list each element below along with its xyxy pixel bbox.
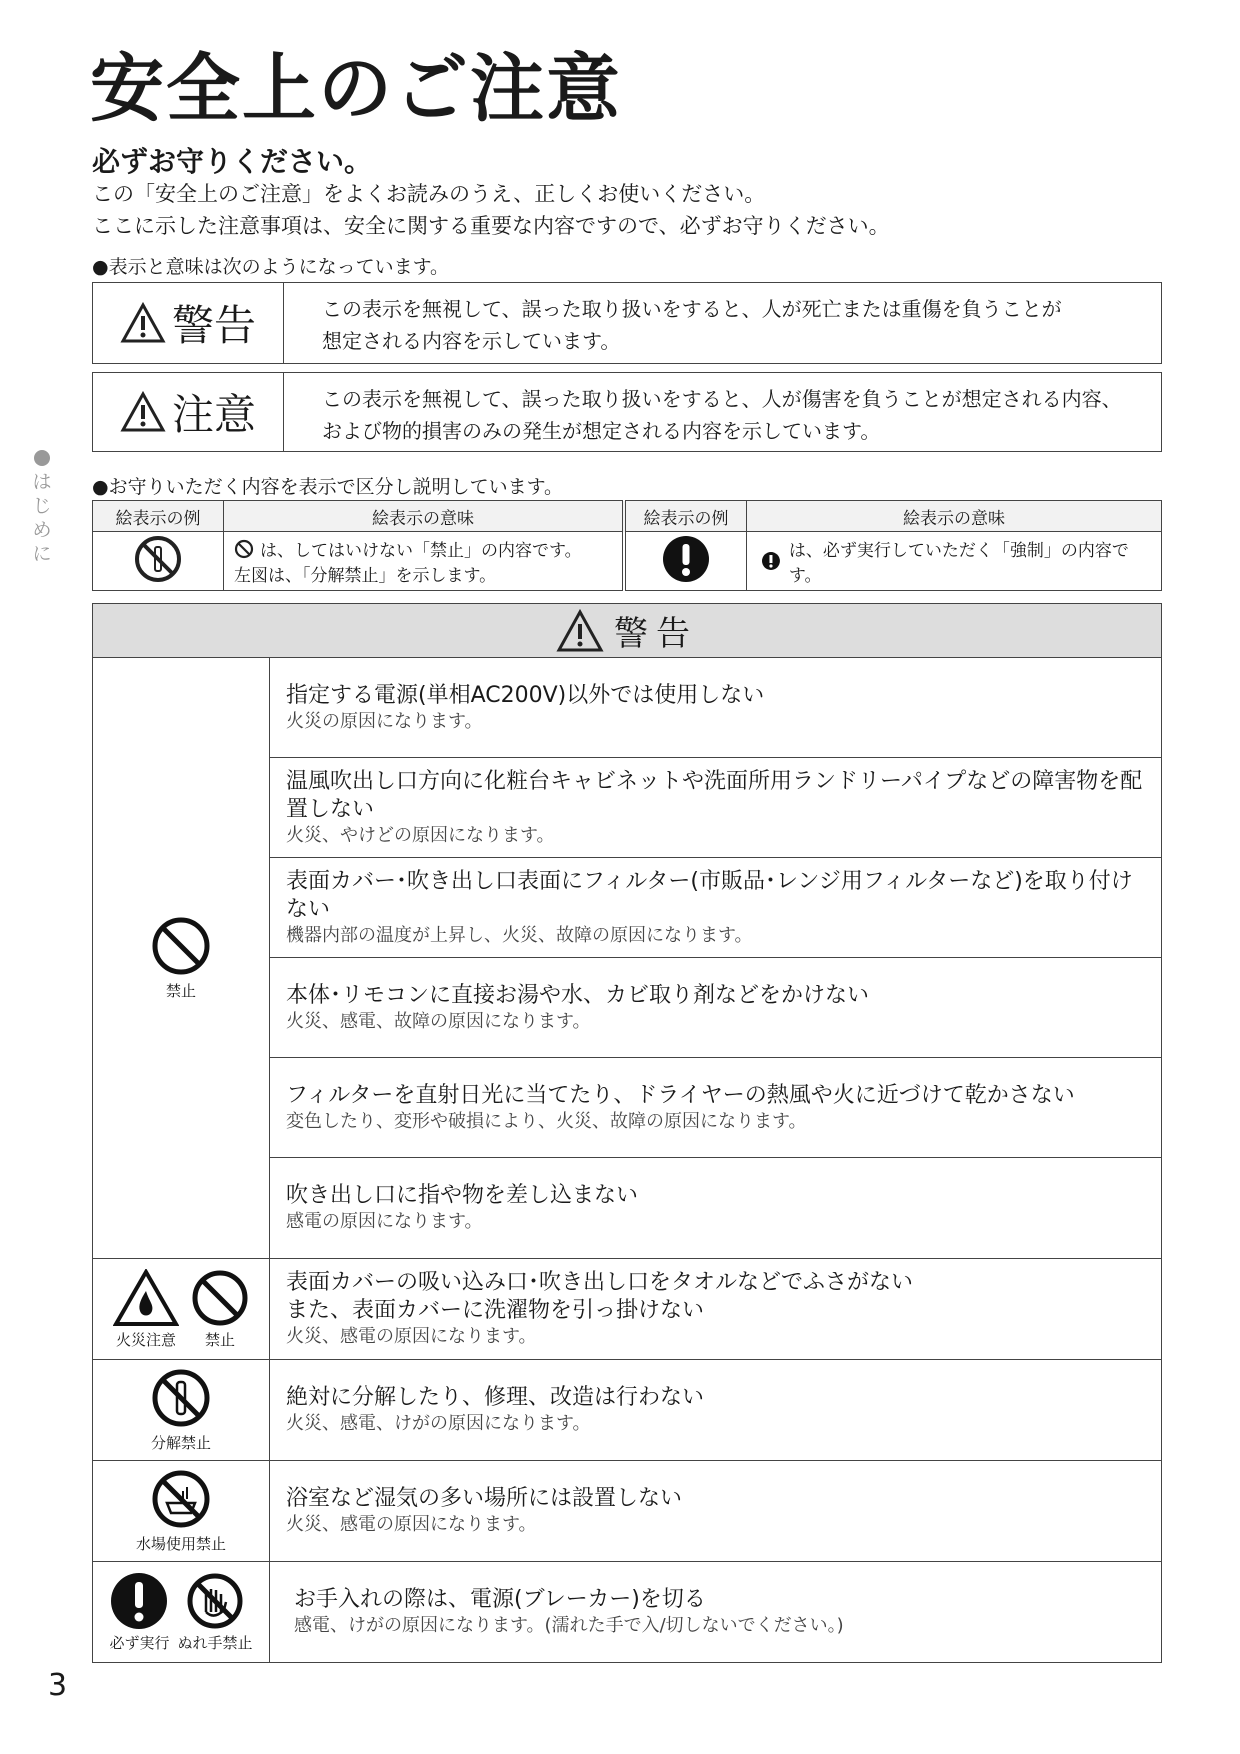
warning-row-main: 表面カバーの吸い込み口･吹き出し口をタオルなどでふさがない また、表面カバーに洗濯物を引っ掛けない [286, 1270, 914, 1323]
severity-caution-desc-line-2: および物的損害のみの発生が想定される内容を示しています。 [322, 419, 881, 443]
warning-row-main: フィルターを直射日光に当てたり、ドライヤーの熱風や火に近づけて乾かさない [286, 1082, 1075, 1108]
warning-row-main: 本体･リモコンに直接お湯や水、カビ取り剤などをかけない [286, 982, 870, 1008]
no-wet-hands-icon [186, 1572, 244, 1630]
no-wet-area-icon [151, 1469, 211, 1529]
severity-caution-label [93, 373, 284, 451]
severity-warning-label [93, 283, 284, 363]
mandatory-action-icon [662, 535, 710, 583]
severity-caution-desc [284, 373, 1161, 451]
prohibited-icon [191, 1269, 249, 1327]
legend-prohibit-meaning [224, 532, 625, 591]
warning-row-sub: 火災、感電の原因になります。 [286, 1514, 537, 1535]
warning-group-prohibited [93, 658, 1161, 1259]
warning-row-main: お手入れの際は、電源(ブレーカー)を切る [294, 1587, 706, 1612]
no-disassembly-icon [134, 535, 182, 583]
warning-row [270, 1562, 1161, 1662]
legend-header-example-2: 絵表示の例 [624, 501, 747, 532]
no-disassembly-icon [151, 1368, 211, 1428]
intro-line-1: この「安全上のご注意」をよくお読みのうえ、正しくお使いください。 [92, 182, 766, 206]
legend-prohibit-example [93, 532, 224, 591]
warning-group-water [93, 1461, 1161, 1562]
mandatory-small-icon [761, 551, 781, 571]
warning-group-icon-cell [93, 658, 270, 1258]
warning-row-sub: 感電の原因になります。 [286, 1211, 483, 1232]
warning-row-main: 吹き出し口に指や物を差し込まない [286, 1183, 639, 1208]
legend-mandatory-text: は、必ず実行していただく「強制」の内容です。 [788, 541, 1129, 586]
warning-table-title: 警告 [614, 614, 698, 654]
intro-line-2: ここに示した注意事項は、安全に関する重要な内容ですので、必ずお守りください。 [92, 214, 890, 238]
warning-group-fire [93, 1259, 1161, 1360]
severity-caution-desc-line-1: この表示を無視して、誤った取り扱いをすると、人が傷害を負うことが想定される内容、 [322, 387, 1122, 411]
prohibit-small-icon [234, 539, 254, 559]
sidebar-label [32, 470, 51, 566]
warning-row-main: 浴室など湿気の多い場所には設置しない [286, 1486, 683, 1511]
warning-row [270, 758, 1161, 858]
fire-caution-caption: 火災注意 [115, 1330, 176, 1349]
section-bullet-2: ●お守りいただく内容を表示で区分し説明しています。 [92, 476, 564, 498]
mandatory-caption: 必ず実行 [109, 1633, 170, 1652]
legend-prohibit-line-1: は、してはいけない「禁止」の内容です。 [260, 541, 582, 561]
warning-row [270, 1058, 1161, 1158]
warning-triangle-icon [120, 302, 166, 344]
legend-mandatory-meaning [747, 532, 1162, 591]
warning-row [270, 658, 1161, 758]
severity-caution-text: 注意 [171, 390, 256, 439]
warning-row-sub: 火災の原因になります。 [286, 710, 483, 732]
no-wet-hands-caption: ぬれ手禁止 [177, 1633, 253, 1652]
warning-row-sub: 変色したり、変形や破損により、火災、故障の原因になります。 [286, 1110, 807, 1132]
warning-row-main: 絶対に分解したり、修理、改造は行わない [286, 1385, 705, 1410]
warning-row-main: 指定する電源(単相AC200V)以外では使用しない [286, 682, 765, 708]
section-bullet-1: ●表示と意味は次のようになっています。 [92, 256, 450, 278]
warning-row [270, 1259, 1161, 1359]
page-number: 3 [48, 1668, 68, 1703]
sidebar-section-tab [32, 450, 52, 566]
warning-table [92, 603, 1162, 1663]
mandatory-action-icon [110, 1572, 168, 1630]
legend-header-meaning-2: 絵表示の意味 [747, 501, 1162, 532]
page-subtitle: 必ずお守りください。 [92, 145, 373, 178]
legend-mandatory-example [624, 532, 747, 591]
severity-warning-desc [284, 283, 1161, 363]
prohibited-icon [151, 916, 211, 976]
warning-row-sub: 火災、やけどの原因になります。 [286, 824, 555, 846]
fire-caution-icon [113, 1269, 179, 1327]
warning-row-main: 表面カバー･吹き出し口表面にフィルター(市販品･レンジ用フィルターなど)を取り付けない [286, 868, 1133, 922]
warning-row-sub: 火災、感電、けがの原因になります。 [286, 1413, 591, 1434]
warning-group-disassembly [93, 1360, 1161, 1461]
warning-table-header [93, 604, 1161, 658]
warning-group-icon-cell [93, 1259, 270, 1359]
warning-row-sub: 機器内部の温度が上昇し、火災、故障の原因になります。 [286, 924, 753, 946]
warning-row [270, 858, 1161, 958]
sidebar-dot-icon [34, 450, 50, 466]
warning-row-sub: 感電、けがの原因になります。(濡れた手で入/切しないでください。) [294, 1615, 844, 1636]
page-title: 安全上のご注意 [90, 46, 622, 132]
warning-group-maintenance [93, 1562, 1161, 1662]
warning-row [270, 1360, 1161, 1460]
warning-row [270, 958, 1161, 1058]
caution-triangle-icon [120, 391, 166, 433]
warning-row [270, 1158, 1161, 1258]
severity-warning-desc-line-2: 想定される内容を示しています。 [322, 329, 621, 353]
legend-header-example: 絵表示の例 [93, 501, 224, 532]
legend-header-meaning: 絵表示の意味 [224, 501, 625, 532]
warning-row-main: 温風吹出し口方向に化粧台キャビネットや洗面所用ランドリーパイプなどの障害物を配置しない [286, 768, 1143, 822]
warning-group-icon-cell [93, 1360, 270, 1460]
symbol-legend-table [92, 500, 1162, 591]
severity-warning-box [92, 282, 1162, 364]
severity-warning-desc-line-1: この表示を無視して、誤った取り扱いをすると、人が死亡または重傷を負うことが [322, 297, 1062, 321]
severity-caution-box [92, 372, 1162, 452]
warning-row-sub: 火災、感電の原因になります。 [286, 1326, 537, 1347]
severity-warning-text: 警告 [171, 301, 256, 350]
warning-row [270, 1461, 1161, 1561]
warning-row-sub: 火災、感電、故障の原因になります。 [286, 1010, 591, 1032]
prohibited-caption: 禁止 [165, 981, 196, 1000]
warning-group-icon-cell [93, 1461, 270, 1561]
sidebar-label-char: め [32, 519, 52, 541]
legend-prohibit-line-2: 左図は、「分解禁止」を示します。 [234, 566, 497, 586]
no-disassembly-caption: 分解禁止 [150, 1433, 211, 1452]
prohibited-caption: 禁止 [204, 1330, 235, 1349]
warning-triangle-icon [556, 609, 604, 653]
sidebar-label-char: じ [32, 495, 52, 517]
sidebar-label-char: は [32, 471, 52, 493]
no-wet-area-caption: 水場使用禁止 [135, 1534, 226, 1553]
sidebar-label-char: に [32, 543, 52, 565]
warning-group-icon-cell [93, 1562, 270, 1662]
